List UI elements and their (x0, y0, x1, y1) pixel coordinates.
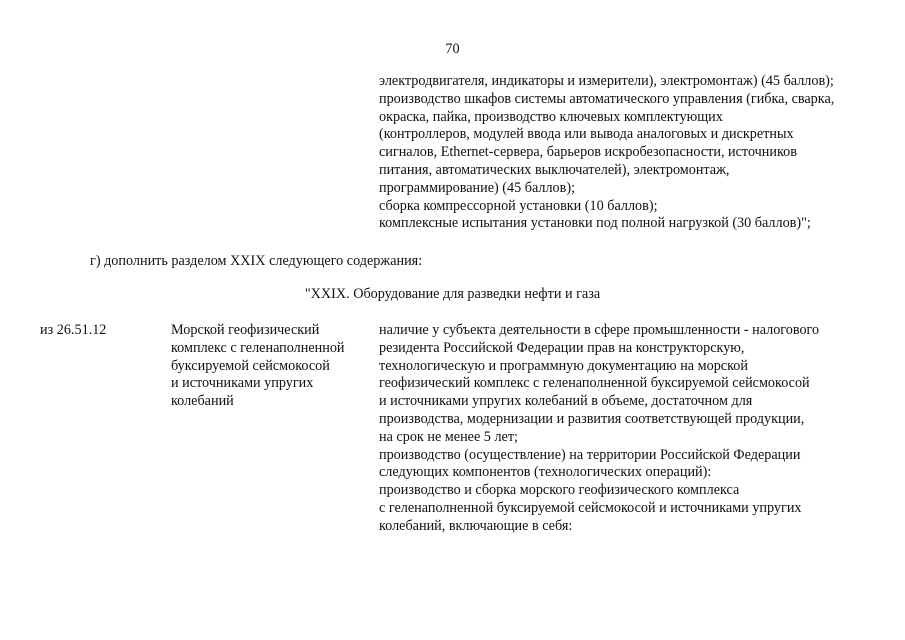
page-number: 70 (445, 41, 460, 57)
continuation-line: электродвигателя, индикаторы и измерители), электромонтаж) (45 баллов); (379, 73, 834, 89)
requirement-line: колебаний, включающие в себя: (379, 517, 573, 534)
product-name-line: комплекс с геленаполненной (171, 339, 345, 356)
requirement-line: технологическую и программную документацию на морской (379, 357, 748, 374)
requirement-line: производство и сборка морского геофизического комплекса (379, 482, 740, 499)
requirement-line: и источниками упругих колебаний в объеме, достаточном для (379, 393, 753, 410)
requirement-line: производство (осуществление) на территории Российской Федерации (379, 446, 801, 463)
product-name-line: Морской геофизический (171, 322, 320, 338)
requirement-line: наличие у субъекта деятельности в сфере промышленности - налогового (379, 322, 820, 338)
product-name-line: колебаний (171, 393, 234, 410)
continuation-line: программирование) (45 баллов); (379, 179, 576, 196)
continuation-line: комплексные испытания установки под полной нагрузкой (30 баллов)"; (379, 215, 811, 232)
requirement-line: резидента Российской Федерации прав на конструкторскую, (379, 339, 745, 356)
product-code: из 26.51.12 (40, 322, 107, 338)
requirements-text (379, 322, 819, 536)
continuation-line: окраска, пайка, производство ключевых комплектующих (379, 108, 723, 125)
requirement-line: на срок не менее 5 лет; (379, 428, 518, 445)
continuation-line: сборка компрессорной установки (10 баллов); (379, 197, 658, 214)
product-name (171, 322, 345, 411)
continuation-line: (контроллеров, модулей ввода или вывода аналоговых и дискретных (379, 126, 794, 143)
requirement-line: с геленаполненной буксируемой сейсмокосой и источниками упругих (379, 499, 802, 516)
requirement-line: следующих компонентов (технологических операций): (379, 464, 712, 481)
product-name-line: буксируемой сейсмокосой (171, 357, 330, 374)
continuation-text (379, 73, 834, 233)
product-name-line: и источниками упругих (171, 375, 314, 392)
section-heading: "XXIX. Оборудование для разведки нефти и газа (304, 286, 601, 302)
amendment-instruction: г) дополнить разделом XXIX следующего содержания: (90, 253, 423, 269)
continuation-line: питания, автоматических выключателей), электромонтаж, (379, 161, 730, 178)
requirement-line: производства, модернизации и развития соответствующей продукции, (379, 410, 805, 427)
continuation-line: сигналов, Ethernet-сервера, барьеров искробезопасности, источников (379, 144, 797, 161)
requirement-line: геофизический комплекс с геленаполненной буксируемой сейсмокосой (379, 375, 810, 392)
continuation-line: производство шкафов системы автоматического управления (гибка, сварка, (379, 90, 835, 107)
